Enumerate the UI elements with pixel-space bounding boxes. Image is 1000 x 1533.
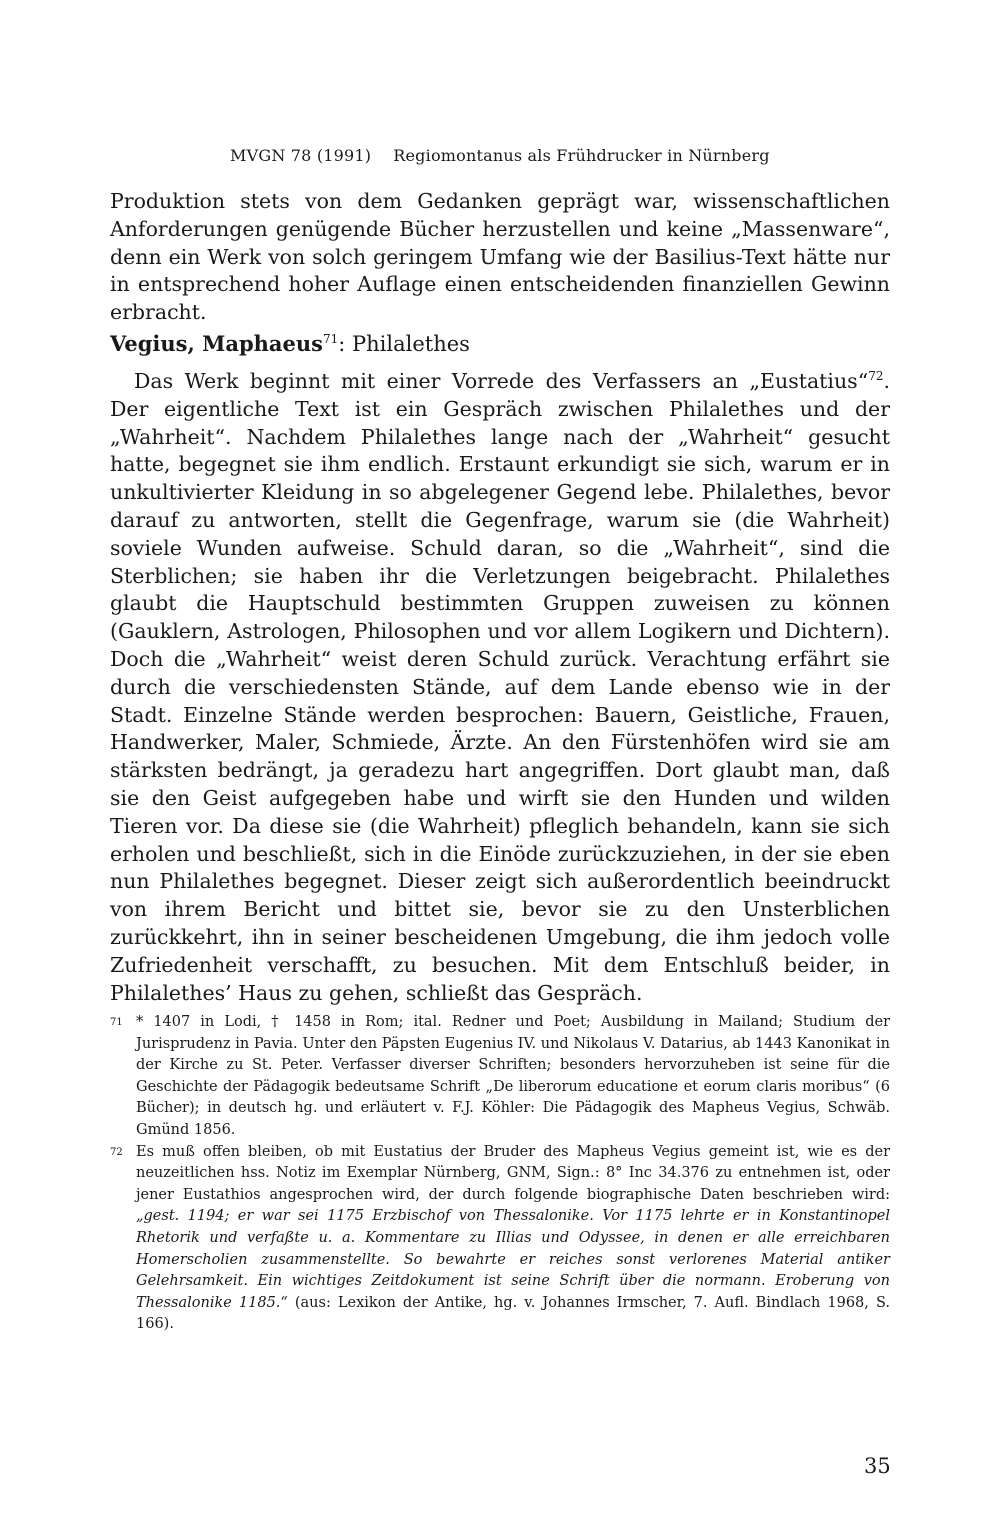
- footnote-quote: „gest. 1194; er war sei 1175 Erzbischof von Thessalonike. Vor 1175 lehrte er in Konstantinopel Rhetorik und verfaßte u. a. Kommentare zu Illias und Odyssee, in denen er alle erreichbaren Homerscholien zusammenstellte. So bewahrte er reiches sonst verlorenes Material antiker Gelehrsamkeit. Ein wichtiges Zeitdokument ist seine Schrift über die normann. Eroberung von Thessalonike 1185.“: [136, 1208, 890, 1311]
- intro-paragraph: Produktion stets von dem Gedanken geprägt war, wissenschaftlichen Anforderungen genügende Bücher herzustellen und keine „Massenware“, denn ein Werk von solch geringem Umfang wie der Basilius-Text hätte nur in entsprechend hoher Auflage einen entscheidenden finanziellen Gewinn erbracht.: [110, 189, 890, 325]
- footnote-number: 72: [110, 1146, 123, 1158]
- main-paragraph-part2: . Der eigentliche Text ist ein Gespräch zwischen Philalethes und der „Wahrheit“. Nachdem Philalethes lange nach der „Wahrheit“ gesucht hatte, begegnet sie ihm endlich. Erstaunt erkundigt sie sich, warum er in unkultivierter Kleidung in so abgelegener Gegend lebe. Philalethes, bevor darauf zu antworten, stellt die Gegenfrage, warum sie (die Wahrheit) soviele Wunden aufweise. Schuld daran, so die „Wahrheit“, sind die Sterblichen; sie haben ihr die Verletzungen beigebracht. Philalethes glaubt die Hauptschuld bestimmten Gruppen zuweisen zu können (Gauklern, Astrologen, Philosophen und vor allem Logikern und Dichtern). Doch die „Wahrheit“ weist deren Schuld zurück. Verachtung erfährt sie durch die verschiedensten Stände, auf dem Lande ebenso wie in der Stadt. Einzelne Stände werden besprochen: Bauern, Geistliche, Frauen, Handwerker, Maler, Schmiede, Ärzte. An den Fürstenhöfen wird sie am stärksten bedrängt, ja geradezu hart angegriffen. Dort glaubt man, daß sie den Geist aufgegeben habe und wirft sie den Hunden und wilden Tieren vor. Da diese sie (die Wahrheit) pfleglich behandeln, kann sie sich erholen und beschließt, sich in die Einöde zurückzuziehen, in der sie eben nun Philalethes begegnet. Dieser zeigt sich außerordentlich beeindruckt von ihrem Bericht und bittet sie, bevor sie zu den Unsterblichen zurückkehrt, ihn in seiner bescheidenen Umgebung, die ihm jedoch volle Zufriedenheit verschafft, zu besuchen. Mit dem Entschluß beider, in Philalethes’ Haus zu gehen, schließt das Gespräch.: [110, 369, 890, 1005]
- running-header: [230, 146, 790, 165]
- journal-reference: MVGN 78 (1991): [230, 146, 372, 165]
- footnote-text: Es muß offen bleiben, ob mit Eustatius der Bruder des Mapheus Vegius gemeint ist, wie es der neuzeitlichen hss. Notiz im Exemplar Nürnberg, GNM, Sign.: 8° Inc 34.376 zu entnehmen ist, oder jener Eustathios angesprochen wird, der durch folgende biographische Daten beschrieben wird:: [136, 1143, 890, 1203]
- footnote-ref-71[interactable]: 71: [322, 332, 339, 346]
- section-author: Vegius, Maphaeus: [110, 331, 323, 356]
- page-number: 35: [864, 1454, 891, 1478]
- footnotes: [110, 1012, 890, 1336]
- footnote-71: [110, 1012, 890, 1142]
- section-heading: [110, 330, 890, 358]
- footnote-72: [110, 1142, 890, 1336]
- footnote-ref-72[interactable]: 72: [868, 369, 884, 384]
- main-paragraph-part1: Das Werk beginnt mit einer Vorrede des Verfassers an „Eustatius“: [134, 369, 869, 393]
- section-colon: :: [338, 332, 353, 356]
- main-paragraph: [110, 368, 890, 1007]
- footnote-number: 71: [110, 1017, 123, 1028]
- footnote-text: * 1407 in Lodi, † 1458 in Rom; ital. Redner und Poet; Ausbildung in Mailand; Studium der Jurisprudenz in Pavia. Unter den Päpsten Eugenius IV. und Nikolaus V. Datarius, ab 1443 Kanonikat in der Kirche zu St. Peter. Verfasser diverser Schriften; besonders hervorzuheben ist seine für die Geschichte der Pädagogik bedeutsame Schrift „De liberorum educatione et eorum claris moribus“ (6 Bücher); in deutsch hg. und erläutert v. F.J. Köhler: Die Pädagogik des Mapheus Vegius, Schwäb. Gmünd 1856.: [136, 1014, 890, 1138]
- footnote-source: (aus: Lexikon der Antike, hg. v. Johannes Irmscher, 7. Aufl. Bindlach 1968, S. 166).: [136, 1294, 890, 1333]
- section-work-title: Philalethes: [352, 332, 470, 356]
- article-title: Regiomontanus als Frühdrucker in Nürnberg: [393, 146, 770, 165]
